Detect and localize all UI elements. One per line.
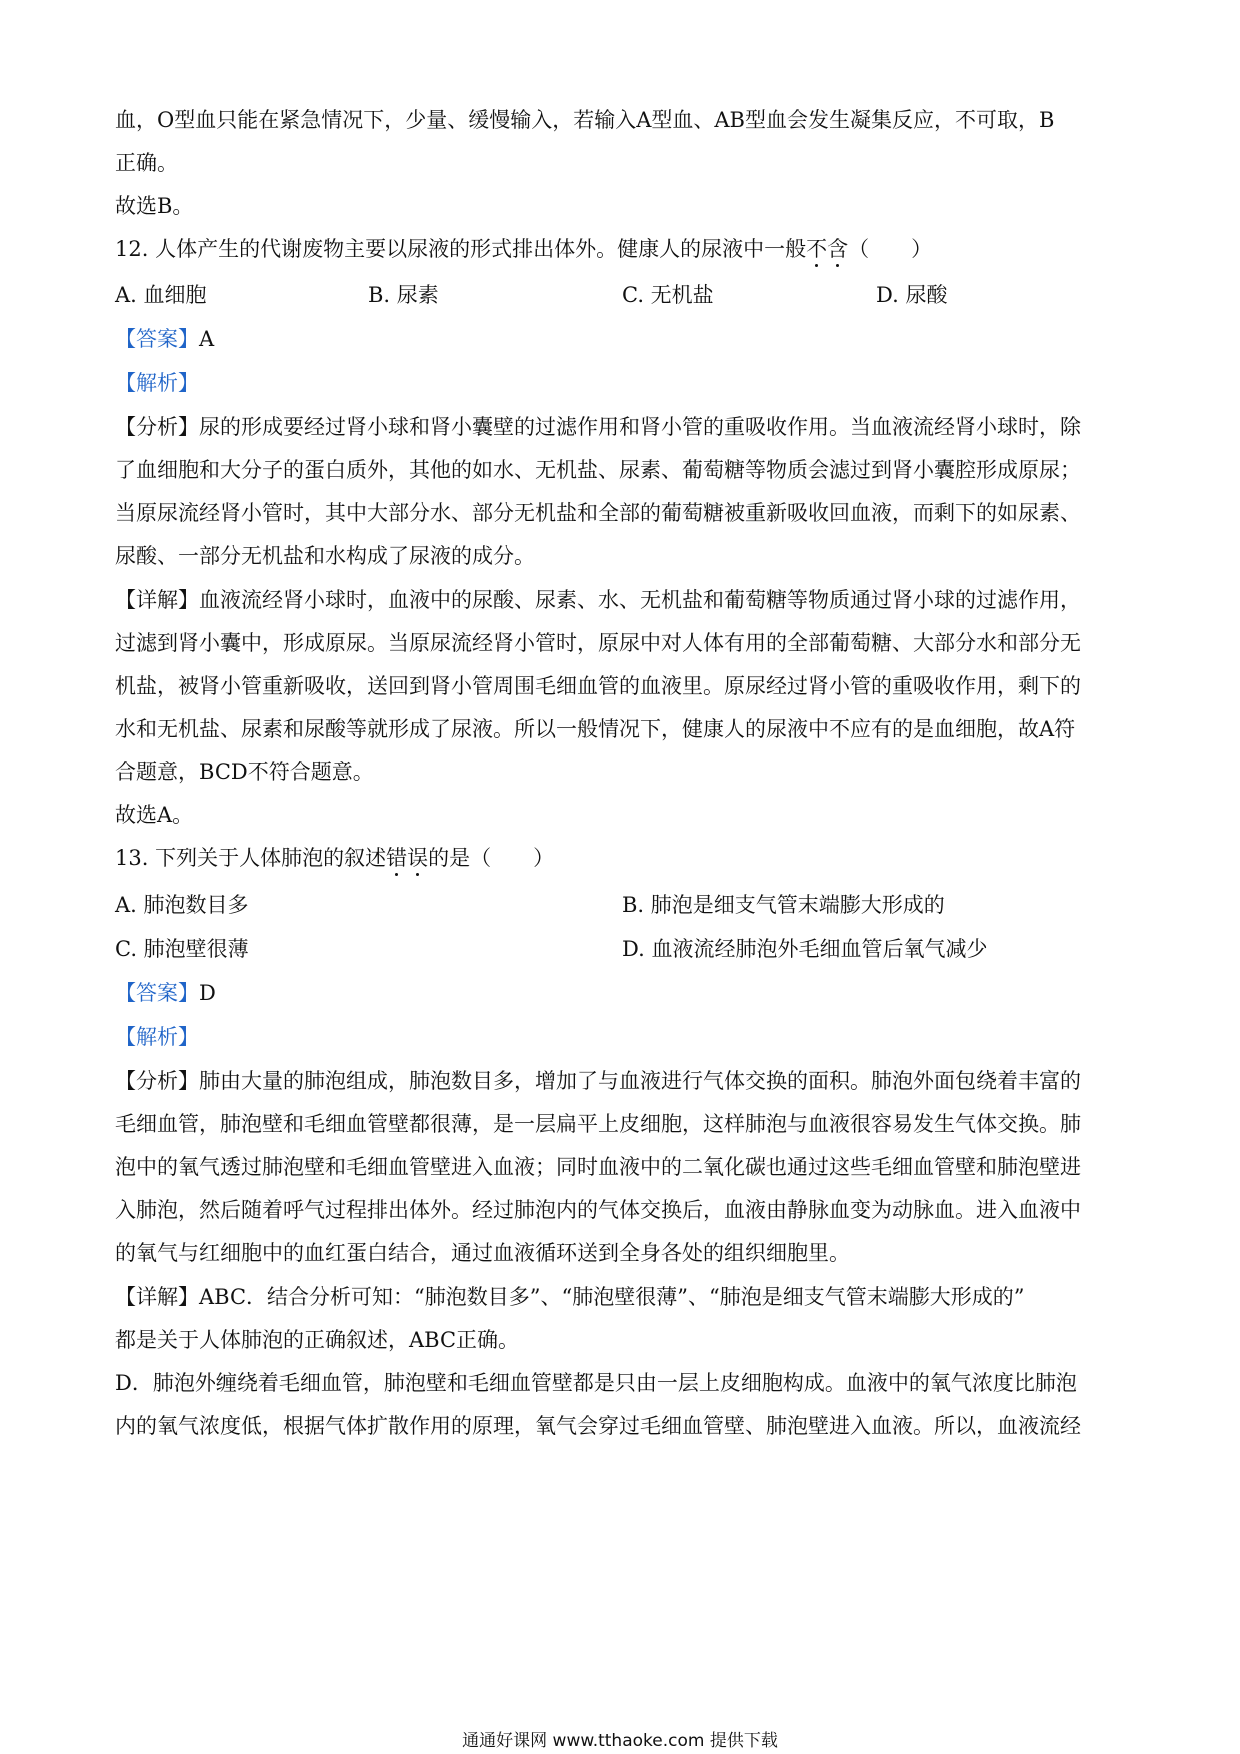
answer-tag: 【答案】 xyxy=(115,327,199,351)
jiexi-tag: 【解析】 xyxy=(115,1025,199,1049)
paragraph-line: 尿酸、一部分无机盐和水构成了尿液的成分。 xyxy=(115,544,535,568)
answer-value: D xyxy=(199,981,216,1005)
analysis-line xyxy=(115,1066,1125,1096)
paragraph-text: 血液流经肾小球时，血液中的尿酸、尿素、水、无机盐和葡萄糖等物质通过肾小球的过滤作用， xyxy=(199,588,1081,612)
paragraph-line: 合题意，BCD不符合题意。 xyxy=(115,760,374,784)
emphasis-char: 误 xyxy=(407,846,429,870)
detail-tag: 【详解】 xyxy=(115,588,199,612)
answer-value: A xyxy=(199,327,215,351)
paragraph-line: 入肺泡，然后随着呼气过程排出体外。经过肺泡内的气体交换后，血液由静脉血变为动脉血。进入血液中 xyxy=(115,1198,1081,1222)
emphasis-char: 不 xyxy=(806,237,828,261)
option-c: C. 无机盐 xyxy=(622,283,714,307)
paragraph-text: ABC．结合分析可知：“肺泡数目多”、“肺泡壁很薄”、“肺泡是细支气管末端膨大形成的” xyxy=(199,1285,1025,1309)
question-stem-text: 的是（ ） xyxy=(428,846,555,870)
question-stem-text: 13. 下列关于人体肺泡的叙述 xyxy=(115,846,387,870)
question-12-stem xyxy=(115,234,1125,264)
paragraph-text: 肺由大量的肺泡组成，肺泡数目多，增加了与血液进行气体交换的面积。肺泡外面包绕着丰富的 xyxy=(199,1069,1081,1093)
paragraph-line: 正确。 xyxy=(115,151,178,175)
detail-line xyxy=(115,1282,1125,1312)
option-a: A. 肺泡数目多 xyxy=(115,893,249,917)
question-13-stem xyxy=(115,843,1125,873)
answer-tag: 【答案】 xyxy=(115,981,199,1005)
paragraph-line: 的氧气与红细胞中的血红蛋白结合，通过血液循环送到全身各处的组织细胞里。 xyxy=(115,1241,850,1265)
emphasis-char: 含 xyxy=(827,237,849,261)
paragraph-line: 毛细血管，肺泡壁和毛细血管壁都很薄，是一层扁平上皮细胞，这样肺泡与血液很容易发生气体交换。肺 xyxy=(115,1112,1081,1136)
emphasis-char: 错 xyxy=(386,846,408,870)
option-d: D. 尿酸 xyxy=(876,283,948,307)
choice-conclusion: 故选B。 xyxy=(115,194,194,218)
paragraph-line: 内的氧气浓度低，根据气体扩散作用的原理，氧气会穿过毛细血管壁、肺泡壁进入血液。所以，血液流经 xyxy=(115,1414,1081,1438)
question-stem-text: 12. 人体产生的代谢废物主要以尿液的形式排出体外。健康人的尿液中一般 xyxy=(115,237,807,261)
detail-line xyxy=(115,585,1125,615)
paragraph-line: 泡中的氧气透过肺泡壁和毛细血管壁进入血液；同时血液中的二氧化碳也通过这些毛细血管壁和肺泡壁进 xyxy=(115,1155,1081,1179)
paragraph-line: 血，O型血只能在紧急情况下，少量、缓慢输入，若输入A型血、AB型血会发生凝集反应，不可取，B xyxy=(115,108,1055,132)
choice-conclusion: 故选A。 xyxy=(115,803,194,827)
answer-line xyxy=(115,978,1125,1008)
paragraph-line: 都是关于人体肺泡的正确叙述，ABC正确。 xyxy=(115,1328,520,1352)
paragraph-line: 水和无机盐、尿素和尿酸等就形成了尿液。所以一般情况下，健康人的尿液中不应有的是血细胞，故A符 xyxy=(115,717,1076,741)
jiexi-line xyxy=(115,1022,1125,1052)
paragraph-line: 了血细胞和大分子的蛋白质外，其他的如水、无机盐、尿素、葡萄糖等物质会滤过到肾小囊腔形成原尿； xyxy=(115,458,1081,482)
answer-line xyxy=(115,324,1125,354)
paragraph-line: 过滤到肾小囊中，形成原尿。当原尿流经肾小管时，原尿中对人体有用的全部葡萄糖、大部分水和部分无 xyxy=(115,631,1081,655)
paragraph-line: 当原尿流经肾小管时，其中大部分水、部分无机盐和全部的葡萄糖被重新吸收回血液，而剩下的如尿素、 xyxy=(115,501,1081,525)
option-b: B. 肺泡是细支气管末端膨大形成的 xyxy=(622,893,945,917)
paragraph-text: 尿的形成要经过肾小球和肾小囊壁的过滤作用和肾小管的重吸收作用。当血液流经肾小球时，除 xyxy=(199,415,1081,439)
option-b: B. 尿素 xyxy=(368,283,439,307)
analysis-line xyxy=(115,412,1125,442)
paragraph-line: D．肺泡外缠绕着毛细血管，肺泡壁和毛细血管壁都是只由一层上皮细胞构成。血液中的氧气浓度比肺泡 xyxy=(115,1371,1077,1395)
detail-tag: 【详解】 xyxy=(115,1285,199,1309)
option-a: A. 血细胞 xyxy=(115,283,207,307)
analysis-tag: 【分析】 xyxy=(115,1069,199,1093)
option-c: C. 肺泡壁很薄 xyxy=(115,937,249,961)
answer-blank: （ ） xyxy=(848,237,933,261)
footer-watermark: 通通好课网 www.tthaoke.com 提供下载 xyxy=(462,1731,778,1751)
paragraph-line: 机盐，被肾小管重新吸收，送回到肾小管周围毛细血管的血液里。原尿经过肾小管的重吸收作用，剩下的 xyxy=(115,674,1081,698)
jiexi-line xyxy=(115,368,1125,398)
jiexi-tag: 【解析】 xyxy=(115,371,199,395)
analysis-tag: 【分析】 xyxy=(115,415,199,439)
option-d: D. 血液流经肺泡外毛细血管后氧气减少 xyxy=(622,937,988,961)
